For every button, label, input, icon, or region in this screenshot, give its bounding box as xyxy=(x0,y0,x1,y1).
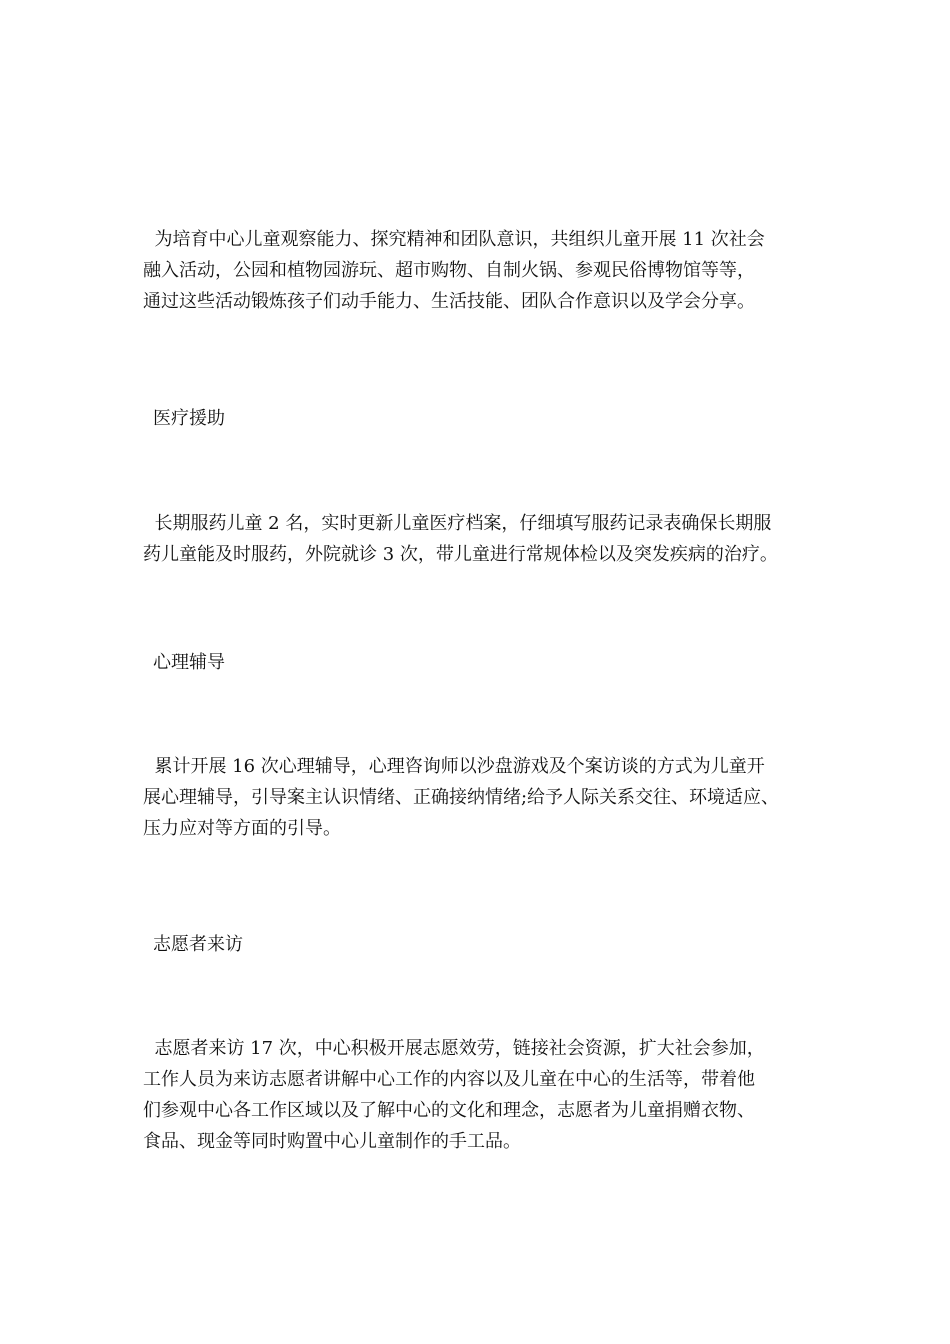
text-line: 通过这些活动锻炼孩子们动手能力、生活技能、团队合作意识以及学会分享。 xyxy=(143,291,755,312)
text-line: 们参观中心各工作区域以及了解中心的文化和理念，志愿者为儿童捐赠衣物、 xyxy=(143,1100,755,1121)
paragraph-medical-aid xyxy=(143,508,833,570)
text-line: 融入活动，公园和植物园游玩、超市购物、自制火锅、参观民俗博物馆等等， xyxy=(143,260,755,281)
text-line: 工作人员为来访志愿者讲解中心工作的内容以及儿童在中心的生活等，带着他 xyxy=(143,1069,755,1090)
section-heading-counseling: 心理辅导 xyxy=(153,652,225,673)
paragraph-social-activities xyxy=(143,224,833,317)
text-line: 展心理辅导，引导案主认识情绪、正确接纳情绪;给予人际关系交往、环境适应、 xyxy=(143,787,780,808)
text-line: 压力应对等方面的引导。 xyxy=(143,818,341,839)
section-heading-volunteers: 志愿者来访 xyxy=(153,934,243,955)
text-line: 累计开展 16 次心理辅导，心理咨询师以沙盘游戏及个案访谈的方式为儿童开 xyxy=(143,756,765,777)
paragraph-counseling xyxy=(143,751,833,844)
paragraph-volunteers xyxy=(143,1033,833,1157)
text-line: 长期服药儿童 2 名，实时更新儿童医疗档案，仔细填写服药记录表确保长期服 xyxy=(143,513,772,534)
section-heading-medical-aid: 医疗援助 xyxy=(153,408,225,429)
text-line: 食品、现金等同时购置中心儿童制作的手工品。 xyxy=(143,1131,521,1152)
text-line: 为培育中心儿童观察能力、探究精神和团队意识，共组织儿童开展 11 次社会 xyxy=(143,229,765,250)
text-line: 药儿童能及时服药，外院就诊 3 次，带儿童进行常规体检以及突发疾病的治疗。 xyxy=(143,544,778,565)
text-line: 志愿者来访 17 次，中心积极开展志愿效劳，链接社会资源，扩大社会参加， xyxy=(143,1038,765,1059)
